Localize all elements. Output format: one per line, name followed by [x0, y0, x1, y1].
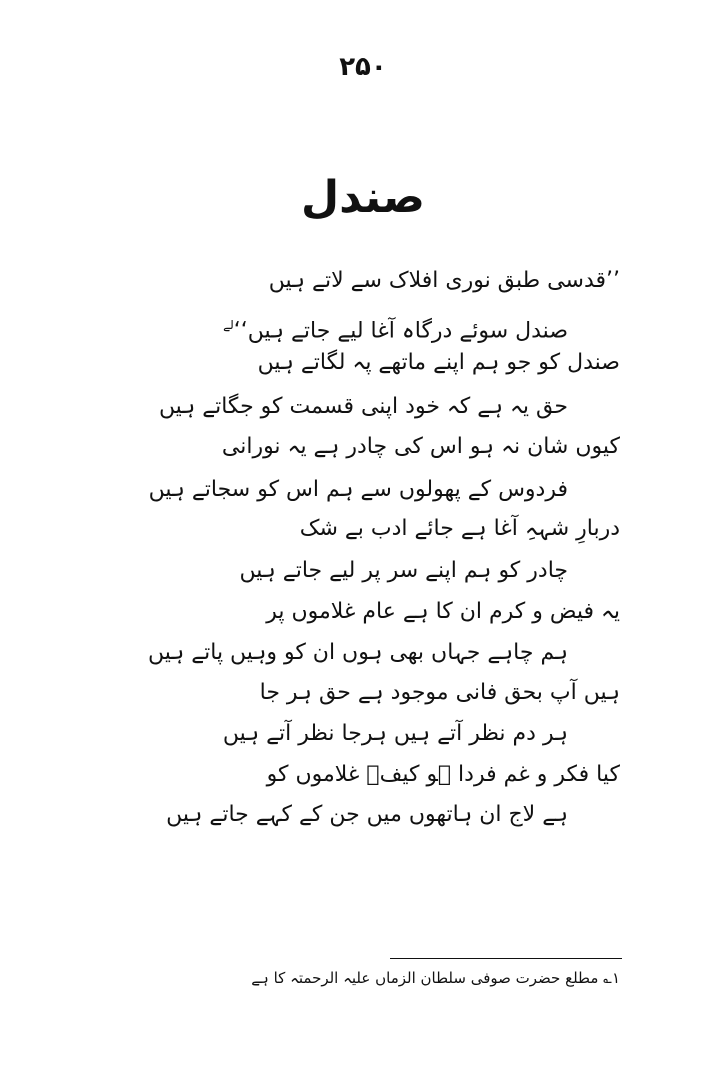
verse-line-6: فردوس کے پھولوں سے ہم اس کو سجاتے ہیں: [148, 477, 568, 502]
verse-line-4: حق یہ ہے کہ خود اپنی قسمت کو جگاتے ہیں: [158, 394, 568, 419]
verse-line-5: کیوں شان نہ ہو اس کی چادر ہے یہ نورانی: [221, 434, 620, 459]
verse-line-13: کیا فکر و غم فردا ہو کیفؔ غلاموں کو: [266, 762, 620, 787]
footnote-text: ۱؎ مطلع حضرت صوفی سلطان الزماں علیہ الرحمتہ کا ہے: [251, 969, 620, 987]
verse-line-2-text: صندل سوئے درگاہ آغا لیے جاتے ہیں‘‘: [233, 318, 568, 344]
verse-line-12: ہر دم نظر آتے ہیں ہرجا نظر آتے ہیں: [222, 721, 568, 746]
poem-title: صندل: [300, 172, 426, 223]
page-number: ۲۵۰: [339, 52, 387, 82]
verse-line-7: دربارِ شہہِ آغا ہے جائے ادب بے شک: [299, 516, 620, 541]
verse-line-1: ’’قدسی طبق نوری افلاک سے لاتے ہیں: [268, 268, 620, 293]
verse-line-3: صندل کو جو ہم اپنے ماتھے پہ لگاتے ہیں: [257, 350, 620, 375]
verse-line-8: چادر کو ہم اپنے سر پر لیے جاتے ہیں: [239, 558, 568, 583]
verse-line-9: یہ فیض و کرم ان کا ہے عام غلاموں پر: [266, 599, 620, 624]
verse-line-2: [223, 310, 568, 344]
footnote-marker: لے: [223, 318, 234, 332]
verse-line-11: ہیں آپ بحق فانی موجود ہے حق ہر جا: [259, 680, 620, 705]
footnote-divider: [390, 958, 622, 959]
verse-line-10: ہم چاہے جہاں بھی ہوں ان کو وہیں پاتے ہیں: [147, 640, 568, 665]
verse-line-14: ہے لاج ان ہاتھوں میں جن کے کہے جاتے ہیں: [166, 802, 568, 827]
